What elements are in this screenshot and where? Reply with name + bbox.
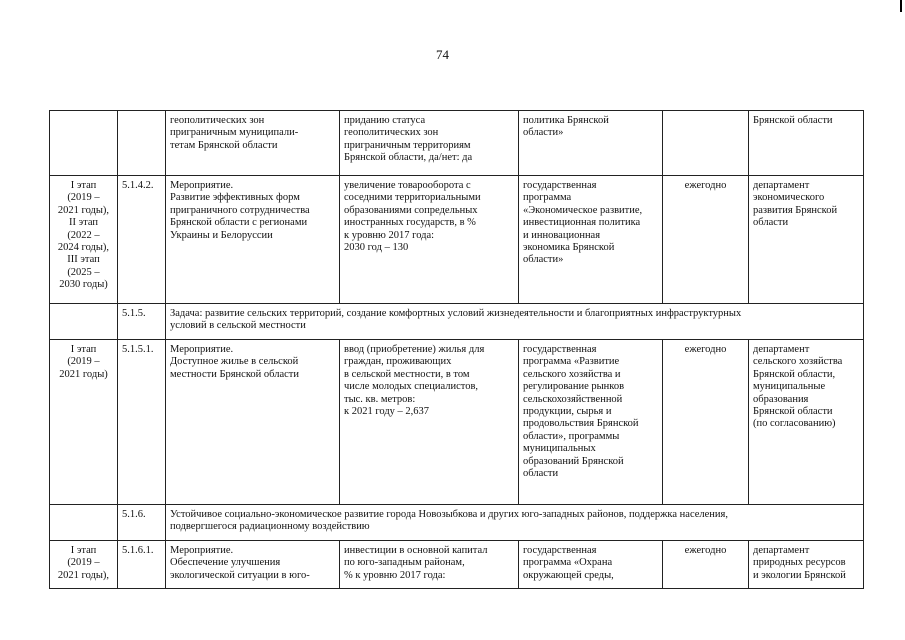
activity-cell: геополитических зон приграничным муниципали- тетам Брянской области — [166, 111, 340, 176]
stage-cell — [50, 505, 118, 541]
stage-cell: I этап (2019 – 2021 годы), — [50, 541, 118, 589]
item-number-cell: 5.1.6.1. — [118, 541, 166, 589]
activity-cell: Мероприятие. Доступное жилье в сельской местности Брянской области — [166, 340, 340, 505]
indicator-cell: приданию статуса геополитических зон приграничным территориям Брянской области, да/нет: да — [340, 111, 519, 176]
executor-cell: департамент природных ресурсов и экологии Брянской — [749, 541, 864, 589]
stage-cell — [50, 111, 118, 176]
table-row — [50, 340, 864, 505]
executor-cell: Брянской области — [749, 111, 864, 176]
item-number-cell — [118, 111, 166, 176]
item-number-cell: 5.1.4.2. — [118, 176, 166, 304]
item-number-cell: 5.1.5.1. — [118, 340, 166, 505]
edge-mark — [900, 0, 902, 12]
stage-cell: I этап (2019 – 2021 годы), II этап (2022 – 2024 годы), III этап (2025 – 2030 годы) — [50, 176, 118, 304]
program-cell: государственная программа «Развитие сельского хозяйства и регулирование рынков сельскохозяйственной продукции, сырья и продовольствия Брянской области», программы муниципальных образований Брянской области — [519, 340, 663, 505]
stage-cell — [50, 304, 118, 340]
activity-cell: Мероприятие. Развитие эффективных форм приграничного сотрудничества Брянской области с регионами Украины и Белоруссии — [166, 176, 340, 304]
stage-cell: I этап (2019 – 2021 годы) — [50, 340, 118, 505]
task-cell: Устойчивое социально-экономическое развитие города Новозыбкова и других юго-западных районов, поддержка населения, подвергшегося радиационному воздействию — [166, 505, 864, 541]
table-row — [50, 541, 864, 589]
table-row — [50, 111, 864, 176]
period-cell — [663, 111, 749, 176]
program-cell: государственная программа «Охрана окружающей среды, — [519, 541, 663, 589]
page-bottom-margin — [0, 594, 905, 640]
table-row — [50, 176, 864, 304]
table-row — [50, 304, 864, 340]
page-number: 74 — [436, 47, 449, 62]
indicator-cell: инвестиции в основной капитал по юго-западным районам, % к уровню 2017 года: — [340, 541, 519, 589]
activity-cell: Мероприятие. Обеспечение улучшения экологической ситуации в юго- — [166, 541, 340, 589]
indicator-cell: увеличение товарооборота с соседними территориальными образованиями сопредельных иностранных государств, в % к уровню 2017 года: 2030 год – 130 — [340, 176, 519, 304]
period-cell: ежегодно — [663, 176, 749, 304]
item-number-cell: 5.1.6. — [118, 505, 166, 541]
indicator-cell: ввод (приобретение) жилья для граждан, проживающих в сельской местности, в том числе молодых специалистов, тыс. кв. метров: к 2021 году – 2,637 — [340, 340, 519, 505]
executor-cell: департамент экономического развития Брянской области — [749, 176, 864, 304]
table-row — [50, 505, 864, 541]
item-number-cell: 5.1.5. — [118, 304, 166, 340]
program-cell: государственная программа «Экономическое развитие, инвестиционная политика и инновационная экономика Брянской области» — [519, 176, 663, 304]
period-cell: ежегодно — [663, 340, 749, 505]
plan-table — [49, 110, 864, 589]
executor-cell: департамент сельского хозяйства Брянской области, муниципальные образования Брянской области (по согласованию) — [749, 340, 864, 505]
task-cell: Задача: развитие сельских территорий, создание комфортных условий жизнедеятельности и благоприятных инфраструктурных условий в сельской местности — [166, 304, 864, 340]
period-cell: ежегодно — [663, 541, 749, 589]
program-cell: политика Брянской области» — [519, 111, 663, 176]
